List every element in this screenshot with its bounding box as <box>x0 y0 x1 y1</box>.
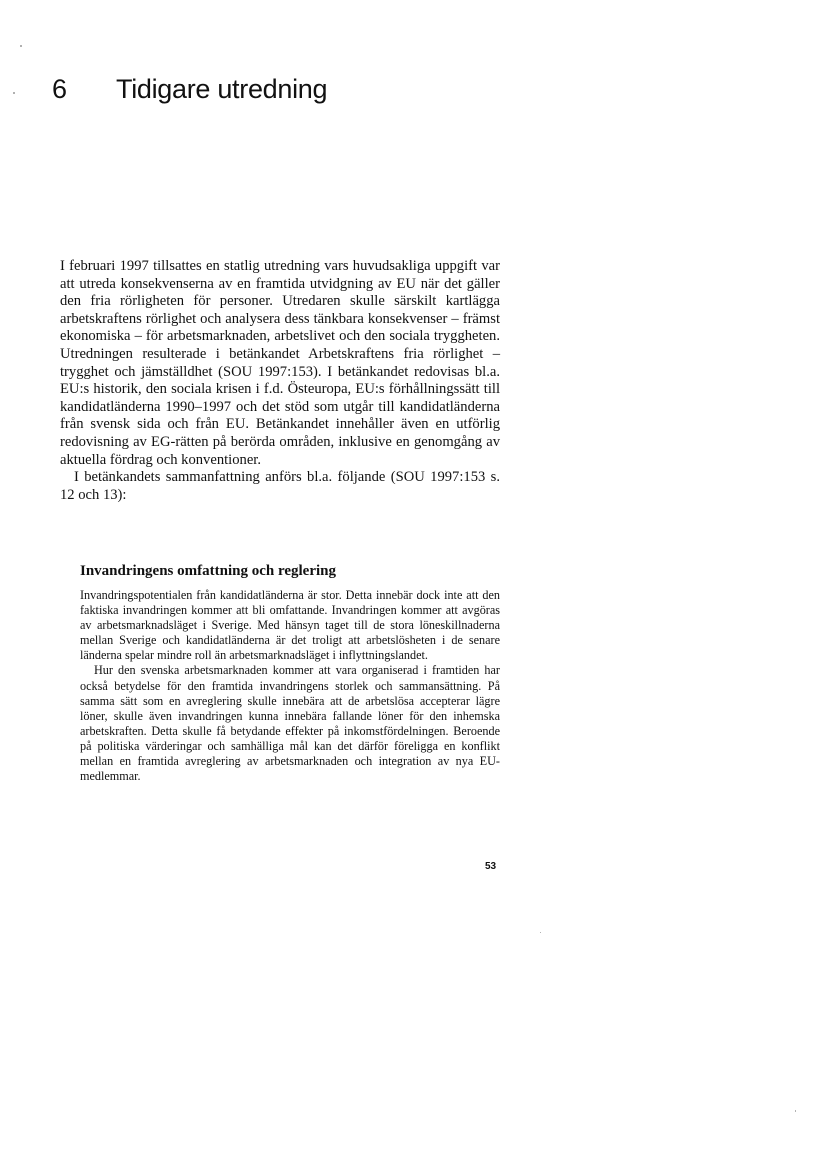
quote-heading: Invandringens omfattning och reglering <box>80 563 336 579</box>
page-number: 53 <box>485 861 497 872</box>
quote-paragraph-1: Invandringspotentialen från kandidatländerna är stor. Detta innebär dock inte att den faktiska invandringen kommer att bli omfattande. Invandringen kommer att avgöras av arbetsmarknadsläget i Sverige. Med hänsyn taget till de stora löneskillnaderna mellan Sverige och kandidatländerna är det troligt att arbetslösheten i de senare länderna spelar mindre roll än arbetsmarknadsläget i inflyttningslandet. <box>80 588 500 663</box>
scan-speck <box>795 1110 796 1112</box>
scan-speck <box>13 92 15 94</box>
scan-speck <box>540 932 541 933</box>
body-paragraph-2: I betänkandets sammanfattning anförs bl.a. följande (SOU 1997:153 s. 12 och 13): <box>60 469 500 503</box>
body-paragraph-1: I februari 1997 tillsattes en statlig utredning vars huvudsakliga uppgift var att utreda konsekvenserna av en framtida utvidgning av EU när det gäller den fria rörligheten för personer. Utredaren skulle särskilt kartlägga arbetskraftens rörlighet och analysera dess tänkbara konsekvenser – främst ekonomiska – för arbetsmarknaden, arbetslivet och den sociala tryggheten. Utredningen resulterade i betänkandet Arbetskraftens fria rörlighet – trygghet och jämställdhet (SOU 1997:153). I betänkandet redovisas bl.a. EU:s historik, den sociala krisen i f.d. Östeuropa, EU:s förhållningssätt till kandidatländerna 1990–1997 och det stöd som utgår till kandidatländerna från svensk sida och från EU. Betänkandet innehåller även en utförlig redovisning av EG-rätten på berörda områden, inklusive en genomgång av aktuella fördrag och konventioner. <box>60 258 500 468</box>
scan-speck <box>20 45 22 47</box>
quote-block <box>80 562 500 784</box>
chapter-number: 6 <box>52 74 67 104</box>
body-text <box>60 258 500 504</box>
chapter-title: Tidigare utredning <box>116 74 328 104</box>
chapter-heading <box>52 74 327 105</box>
quote-paragraph-2: Hur den svenska arbetsmarknaden kommer att vara organiserad i framtiden har också betydelse för den framtida invandringens storlek och sammansättning. På samma sätt som en avreglering skulle innebära att de arbetslösa accepterar lägre löner, skulle även invandringen kunna innebära fallande löner för den inhemska arbetskraften. Detta skulle få betydande effekter på inkomstfördelningen. Beroende på politiska värderingar och samhälliga mål kan det därför föreligga en konflikt mellan en framtida avreglering av arbetsmarknaden och integration av nya EU-medlemmar. <box>80 663 500 784</box>
